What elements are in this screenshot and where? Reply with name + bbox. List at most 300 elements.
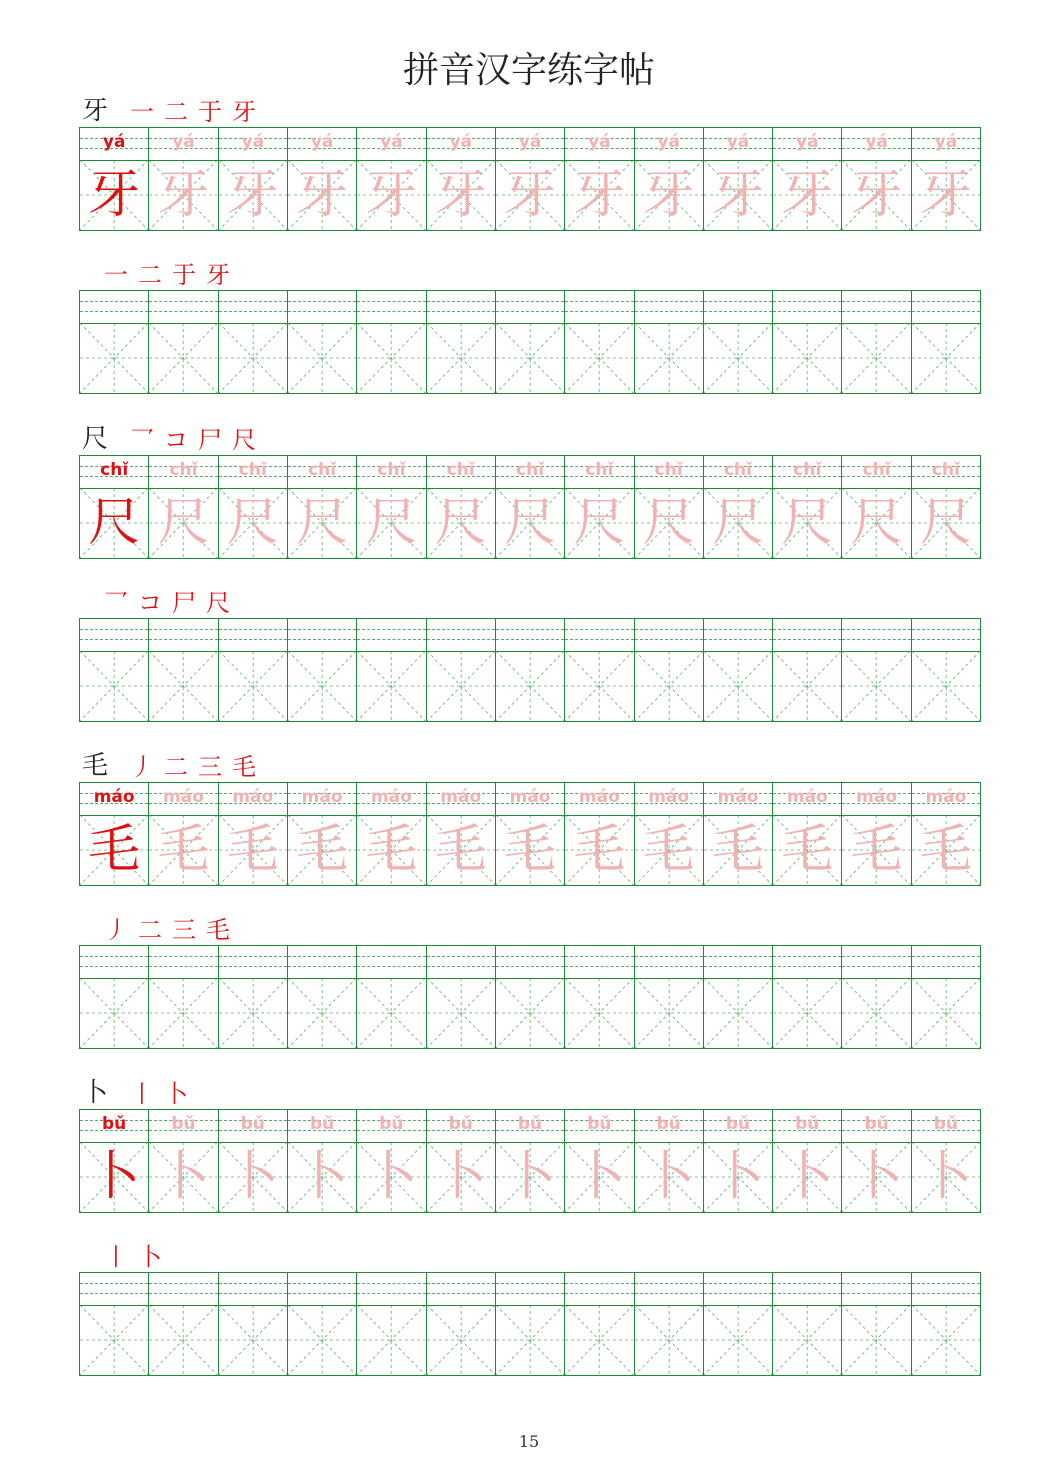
trace-character: 尺 [434, 493, 487, 553]
pinyin-lines [357, 456, 425, 489]
trace-cell [427, 1110, 496, 1212]
grid-guides [912, 978, 980, 1048]
pinyin-lines [565, 291, 633, 324]
pinyin-lines [842, 1110, 910, 1143]
pinyin-lines [565, 619, 633, 652]
trace-cell [149, 128, 218, 230]
grid-guides [635, 1305, 703, 1375]
character-label: 牙 [82, 96, 109, 126]
trace-character: 牙 [365, 165, 418, 225]
trace-character: 尺 [226, 493, 279, 553]
tianzige-box [496, 978, 564, 1048]
pinyin-text: yá [380, 132, 403, 152]
pinyin-text: yá [934, 132, 958, 152]
stroke-step: 牙 [206, 261, 230, 289]
blank-cell[interactable] [496, 619, 565, 721]
pinyin-lines [427, 946, 495, 979]
trace-cell [288, 1110, 357, 1212]
tianzige-box [565, 160, 633, 230]
trace-character: 卜 [504, 1147, 557, 1207]
trace-cell [635, 1110, 704, 1212]
blank-cell[interactable] [773, 291, 842, 393]
grid-guides [912, 651, 980, 721]
blank-cell[interactable] [357, 291, 426, 393]
blank-cell[interactable] [496, 946, 565, 1048]
trace-character: 卜 [296, 1147, 349, 1207]
tianzige-box [496, 1142, 564, 1212]
stroke-step: 丿 [104, 916, 128, 944]
pinyin-text: yá [241, 132, 265, 152]
tianzige-box [496, 815, 564, 885]
grid-guides [842, 1305, 910, 1375]
pinyin-text: chǐ [308, 460, 337, 480]
tianzige-box [288, 323, 356, 393]
blank-cell[interactable] [149, 1273, 218, 1375]
pinyin-lines [773, 291, 841, 324]
stroke-step: 毛 [232, 753, 257, 781]
tianzige-box [219, 1305, 287, 1375]
trace-character: 牙 [226, 165, 279, 225]
tianzige-box [288, 651, 356, 721]
pinyin-text: yá [657, 132, 680, 152]
tianzige-box [80, 160, 148, 230]
stroke-order-row [104, 908, 240, 942]
model-character: 毛 [88, 820, 141, 880]
blank-cell[interactable] [704, 1273, 773, 1375]
pinyin-lines [635, 946, 703, 979]
grid-guides [357, 651, 425, 721]
grid-guides [219, 978, 287, 1048]
tianzige-box [565, 1305, 633, 1375]
stroke-step: 丨 [104, 1243, 128, 1271]
trace-character: 卜 [434, 1147, 487, 1207]
blank-cell[interactable] [842, 1273, 911, 1375]
tianzige-box [565, 815, 633, 885]
trace-character: 尺 [157, 493, 210, 553]
trace-cell [704, 783, 773, 885]
pinyin-lines [496, 783, 564, 816]
pinyin-lines [288, 456, 356, 489]
pinyin-lines [496, 946, 564, 979]
grid-guides [288, 323, 356, 393]
pinyin-lines [149, 291, 217, 324]
pinyin-text: chǐ [169, 460, 198, 480]
pinyin-lines [842, 946, 910, 979]
tianzige-box [219, 323, 287, 393]
blank-cell[interactable] [149, 291, 218, 393]
blank-cell[interactable] [912, 1273, 980, 1375]
blank-cell[interactable] [496, 291, 565, 393]
tianzige-box [842, 1142, 910, 1212]
tianzige-box [773, 488, 841, 558]
trace-character: 卜 [850, 1147, 903, 1207]
blank-cell[interactable] [704, 946, 773, 1048]
stroke-step: 二 [138, 261, 162, 289]
grid-guides [704, 1305, 772, 1375]
tianzige-box [427, 1305, 495, 1375]
blank-cell[interactable] [357, 946, 426, 1048]
trace-cell [842, 1110, 911, 1212]
blank-cell[interactable] [842, 946, 911, 1048]
page-title: 拼音汉字练字帖 [402, 50, 655, 91]
tianzige-box [704, 978, 772, 1048]
blank-cell[interactable] [635, 946, 704, 1048]
trace-character: 尺 [504, 493, 557, 553]
blank-cell[interactable] [565, 1273, 634, 1375]
blank-cell[interactable] [773, 619, 842, 721]
trace-cell [427, 783, 496, 885]
trace-character: 卜 [919, 1147, 972, 1207]
blank-cell[interactable] [427, 619, 496, 721]
pinyin-text: yá [726, 132, 750, 152]
grid-guides [357, 978, 425, 1048]
pinyin-lines [773, 619, 841, 652]
trace-character: 毛 [573, 820, 626, 880]
stroke-order-row [82, 418, 266, 452]
blank-cell[interactable] [357, 1273, 426, 1375]
blank-cell[interactable] [80, 946, 149, 1048]
tianzige-box [912, 488, 980, 558]
tianzige-box [357, 488, 425, 558]
grid-guides [80, 1305, 148, 1375]
stroke-order-row [104, 1235, 172, 1269]
grid-guides [773, 323, 841, 393]
model-cell [80, 128, 149, 230]
pinyin-lines [912, 619, 980, 652]
trace-cell [565, 783, 634, 885]
pinyin-text: máo [856, 787, 898, 807]
trace-character: 毛 [711, 820, 764, 880]
pinyin-text: chǐ [377, 460, 406, 480]
tianzige-box [635, 1142, 703, 1212]
blank-cell[interactable] [565, 619, 634, 721]
blank-cell[interactable] [773, 1273, 842, 1375]
trace-character: 卜 [642, 1147, 695, 1207]
model-grid [79, 1109, 981, 1213]
grid-guides [219, 323, 287, 393]
blank-cell[interactable] [842, 291, 911, 393]
trace-cell [773, 1110, 842, 1212]
tianzige-box [288, 1142, 356, 1212]
trace-cell [565, 1110, 634, 1212]
blank-cell[interactable] [635, 291, 704, 393]
pinyin-lines [288, 1273, 356, 1306]
pinyin-lines [704, 946, 772, 979]
trace-cell [565, 128, 634, 230]
trace-character: 卜 [573, 1147, 626, 1207]
pinyin-lines [912, 128, 980, 161]
blank-cell[interactable] [80, 619, 149, 721]
trace-character: 牙 [434, 165, 487, 225]
tianzige-box [149, 1142, 217, 1212]
character-section [0, 745, 1058, 1065]
grid-guides [357, 1305, 425, 1375]
pinyin-lines [80, 1110, 148, 1143]
blank-cell[interactable] [149, 619, 218, 721]
practice-grid [79, 945, 981, 1049]
tianzige-box [427, 488, 495, 558]
pinyin-lines [704, 456, 772, 489]
trace-character: 尺 [850, 493, 903, 553]
pinyin-text: yá [449, 132, 472, 152]
pinyin-text: bǔ [379, 1114, 404, 1134]
pinyin-lines [80, 783, 148, 816]
tianzige-box [565, 651, 633, 721]
trace-cell [565, 456, 634, 558]
model-grid [79, 455, 981, 559]
grid-guides [149, 978, 217, 1048]
pinyin-lines [149, 1110, 217, 1143]
tianzige-box [635, 323, 703, 393]
grid-guides [635, 978, 703, 1048]
tianzige-box [912, 815, 980, 885]
trace-character: 牙 [919, 165, 972, 225]
pinyin-lines [149, 783, 217, 816]
trace-cell [842, 783, 911, 885]
pinyin-lines [842, 128, 910, 161]
blank-cell[interactable] [149, 946, 218, 1048]
tianzige-box [80, 978, 148, 1048]
pinyin-lines [219, 1273, 287, 1306]
blank-cell[interactable] [219, 1273, 288, 1375]
tianzige-box [704, 488, 772, 558]
blank-cell[interactable] [496, 1273, 565, 1375]
pinyin-lines [149, 128, 217, 161]
trace-cell [357, 1110, 426, 1212]
tianzige-box [565, 1142, 633, 1212]
grid-guides [773, 651, 841, 721]
stroke-step: 三 [172, 916, 196, 944]
tianzige-box [149, 978, 217, 1048]
pinyin-text: chǐ [793, 460, 822, 480]
stroke-step: 二 [164, 98, 189, 126]
tianzige-box [427, 323, 495, 393]
trace-cell [288, 128, 357, 230]
tianzige-box [842, 1305, 910, 1375]
pinyin-lines [704, 291, 772, 324]
tianzige-box [219, 815, 287, 885]
blank-cell[interactable] [635, 619, 704, 721]
stroke-step: 乛 [130, 426, 155, 454]
trace-cell [219, 128, 288, 230]
pinyin-text: máo [301, 787, 343, 807]
stroke-order-row [104, 581, 240, 615]
pinyin-lines [357, 291, 425, 324]
pinyin-text: máo [440, 787, 482, 807]
blank-cell[interactable] [288, 619, 357, 721]
trace-character: 卜 [157, 1147, 210, 1207]
tianzige-box [357, 651, 425, 721]
model-character: 卜 [88, 1147, 141, 1207]
pinyin-lines [842, 291, 910, 324]
stroke-step: コ [164, 426, 189, 454]
blank-cell[interactable] [219, 619, 288, 721]
trace-cell [496, 783, 565, 885]
pinyin-text: chǐ [446, 460, 475, 480]
pinyin-lines [842, 456, 910, 489]
blank-cell[interactable] [565, 291, 634, 393]
blank-cell[interactable] [219, 946, 288, 1048]
trace-cell [427, 128, 496, 230]
tianzige-box [219, 978, 287, 1048]
blank-cell[interactable] [912, 291, 980, 393]
trace-character: 尺 [573, 493, 626, 553]
trace-character: 卜 [226, 1147, 279, 1207]
trace-character: 尺 [781, 493, 834, 553]
blank-cell[interactable] [704, 291, 773, 393]
grid-guides [704, 323, 772, 393]
pinyin-lines [80, 456, 148, 489]
pinyin-lines [80, 619, 148, 652]
model-character: 尺 [88, 493, 141, 553]
trace-cell [842, 456, 911, 558]
tianzige-box [704, 651, 772, 721]
trace-cell [149, 783, 218, 885]
pinyin-lines [80, 291, 148, 324]
stroke-step: 于 [198, 98, 223, 126]
trace-cell [842, 128, 911, 230]
model-grid [79, 782, 981, 886]
blank-cell[interactable] [427, 1273, 496, 1375]
pinyin-lines [496, 128, 564, 161]
trace-cell [149, 1110, 218, 1212]
trace-character: 毛 [434, 820, 487, 880]
character-section [0, 90, 1058, 410]
trace-character: 毛 [226, 820, 279, 880]
pinyin-text: bǔ [102, 1114, 127, 1134]
pinyin-text: yá [310, 132, 334, 152]
character-label: 卜 [82, 1078, 109, 1108]
tianzige-box [773, 651, 841, 721]
pinyin-lines [288, 1110, 356, 1143]
grid-guides [149, 651, 217, 721]
blank-cell[interactable] [773, 946, 842, 1048]
trace-cell [912, 783, 980, 885]
grid-guides [149, 1305, 217, 1375]
stroke-order-row [82, 90, 266, 124]
blank-cell[interactable] [80, 1273, 149, 1375]
blank-cell[interactable] [288, 1273, 357, 1375]
trace-cell [704, 1110, 773, 1212]
pinyin-lines [357, 128, 425, 161]
trace-cell [427, 456, 496, 558]
grid-guides [288, 978, 356, 1048]
pinyin-text: yá [102, 132, 126, 152]
pinyin-text: chǐ [654, 460, 683, 480]
blank-cell[interactable] [565, 946, 634, 1048]
tianzige-box [427, 1142, 495, 1212]
trace-character: 牙 [157, 165, 210, 225]
blank-cell[interactable] [842, 619, 911, 721]
tianzige-box [219, 488, 287, 558]
tianzige-box [704, 1305, 772, 1375]
tianzige-box [219, 160, 287, 230]
tianzige-box [357, 978, 425, 1048]
tianzige-box [496, 651, 564, 721]
stroke-step: 毛 [206, 916, 230, 944]
blank-cell[interactable] [704, 619, 773, 721]
stroke-step: 尺 [206, 589, 230, 617]
pinyin-lines [704, 128, 772, 161]
tianzige-box [149, 160, 217, 230]
pinyin-lines [219, 456, 287, 489]
tianzige-box [149, 1305, 217, 1375]
tianzige-box [357, 1305, 425, 1375]
blank-cell[interactable] [427, 946, 496, 1048]
pinyin-lines [912, 1110, 980, 1143]
stroke-order-row [82, 745, 266, 779]
pinyin-lines [288, 291, 356, 324]
tianzige-box [635, 160, 703, 230]
blank-cell[interactable] [635, 1273, 704, 1375]
blank-cell[interactable] [912, 619, 980, 721]
tianzige-box [842, 323, 910, 393]
blank-cell[interactable] [80, 291, 149, 393]
pinyin-lines [357, 1273, 425, 1306]
pinyin-lines [565, 783, 633, 816]
tianzige-box [912, 1305, 980, 1375]
stroke-step: 丨 [130, 1080, 155, 1108]
pinyin-text: máo [93, 787, 135, 807]
pinyin-lines [496, 1273, 564, 1306]
pinyin-text: bǔ [309, 1114, 335, 1134]
stroke-step: 尸 [198, 426, 223, 454]
pinyin-lines [496, 1110, 564, 1143]
tianzige-box [80, 488, 148, 558]
pinyin-lines [219, 291, 287, 324]
trace-cell [288, 783, 357, 885]
model-cell [80, 783, 149, 885]
pinyin-text: máo [163, 787, 204, 807]
grid-guides [565, 323, 633, 393]
blank-cell[interactable] [288, 291, 357, 393]
pinyin-lines [565, 1273, 633, 1306]
blank-cell[interactable] [219, 291, 288, 393]
pinyin-text: bǔ [448, 1114, 473, 1134]
pinyin-lines [357, 1110, 425, 1143]
pinyin-text: máo [925, 787, 967, 807]
blank-cell[interactable] [427, 291, 496, 393]
tianzige-box [288, 160, 356, 230]
trace-character: 毛 [642, 820, 695, 880]
tianzige-box [80, 1305, 148, 1375]
pinyin-text: bǔ [725, 1114, 751, 1134]
trace-cell [635, 783, 704, 885]
pinyin-lines [773, 1110, 841, 1143]
pinyin-lines [357, 619, 425, 652]
stroke-order-row [82, 1072, 198, 1106]
blank-cell[interactable] [357, 619, 426, 721]
pinyin-lines [80, 128, 148, 161]
pinyin-lines [288, 946, 356, 979]
trace-cell [219, 456, 288, 558]
trace-cell [496, 128, 565, 230]
blank-cell[interactable] [288, 946, 357, 1048]
trace-cell [357, 128, 426, 230]
grid-guides [427, 1305, 495, 1375]
tianzige-box [773, 1305, 841, 1375]
grid-guides [635, 323, 703, 393]
trace-cell [496, 1110, 565, 1212]
tianzige-box [496, 160, 564, 230]
pinyin-lines [842, 619, 910, 652]
pinyin-lines [149, 946, 217, 979]
trace-cell [704, 456, 773, 558]
stroke-order-row [104, 253, 240, 287]
grid-guides [496, 323, 564, 393]
pinyin-lines [565, 456, 633, 489]
blank-cell[interactable] [912, 946, 980, 1048]
